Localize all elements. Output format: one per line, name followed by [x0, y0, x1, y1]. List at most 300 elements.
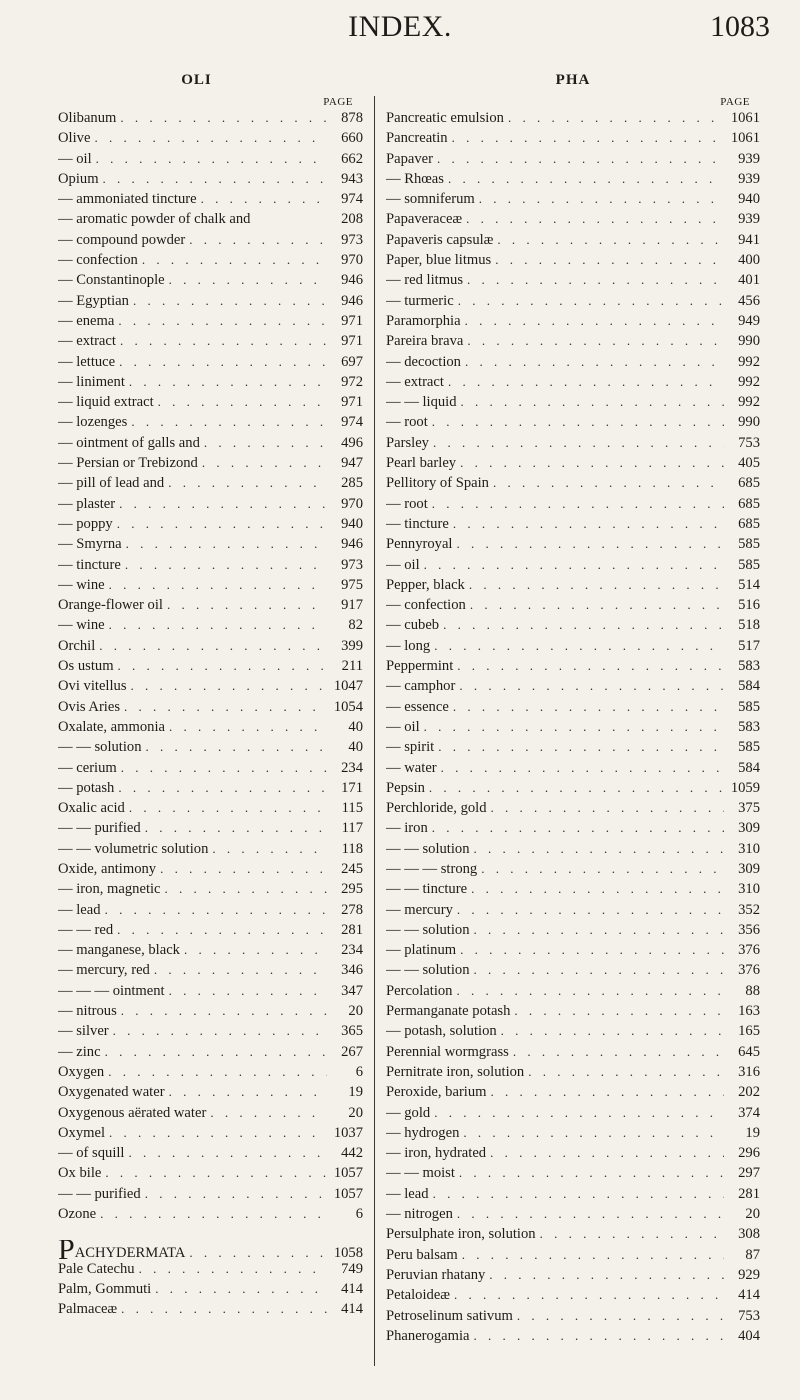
entry-term: — spirit — [386, 739, 435, 756]
dot-leader — [200, 435, 327, 451]
dot-leader — [113, 922, 327, 938]
entry-term: — water — [386, 759, 437, 776]
entry-page: 401 — [738, 272, 760, 289]
right-entry-list — [386, 110, 760, 1348]
index-entry — [386, 1064, 760, 1084]
entry-page: 278 — [341, 901, 363, 918]
entry-page: 975 — [341, 576, 363, 593]
index-entry — [386, 1186, 760, 1206]
entry-page: 309 — [738, 820, 760, 837]
right-page-label: PAGE — [720, 96, 750, 108]
index-entry — [58, 293, 363, 313]
dot-leader — [452, 983, 724, 999]
dot-leader — [458, 1247, 724, 1263]
entry-page: 171 — [341, 779, 363, 796]
entry-term: — iron — [386, 820, 428, 837]
index-entry — [58, 1023, 363, 1043]
entry-page: 404 — [738, 1327, 760, 1344]
index-entry — [58, 394, 363, 414]
index-entry — [386, 1226, 760, 1246]
index-entry — [386, 557, 760, 577]
index-entry — [58, 617, 363, 637]
index-entry — [58, 475, 363, 495]
index-entry — [58, 414, 363, 434]
entry-term: — manganese, black — [58, 942, 180, 959]
dot-leader — [463, 272, 724, 288]
entry-page: 971 — [341, 312, 363, 329]
entry-term: — confection — [58, 252, 138, 269]
dot-leader — [453, 658, 724, 674]
entry-page: 753 — [738, 434, 760, 451]
entry-page: 1054 — [333, 698, 363, 715]
entry-page: 973 — [341, 231, 363, 248]
index-entry — [58, 1105, 363, 1125]
entry-page: 40 — [348, 718, 363, 735]
index-entry — [58, 211, 363, 231]
index-entry — [58, 922, 363, 942]
entry-page: 20 — [348, 1104, 363, 1121]
index-entry — [386, 780, 760, 800]
index-entry — [386, 597, 760, 617]
entry-term — [58, 1240, 185, 1260]
entry-page: 20 — [348, 1003, 363, 1020]
index-entry — [386, 211, 760, 231]
index-entry — [58, 252, 363, 272]
entry-page: 516 — [738, 597, 760, 614]
dot-leader — [428, 414, 724, 430]
index-entry — [58, 191, 363, 211]
entry-page: 267 — [341, 1043, 363, 1060]
dot-leader — [444, 374, 724, 390]
dot-leader — [129, 293, 327, 309]
index-entry — [58, 841, 363, 861]
entry-page: 6 — [355, 1063, 363, 1080]
index-entry — [386, 861, 760, 881]
index-entry — [386, 536, 760, 556]
index-entry — [386, 638, 760, 658]
entry-page: 1037 — [333, 1124, 363, 1141]
index-entry — [58, 800, 363, 820]
entry-term: Oxygenated water — [58, 1084, 165, 1101]
entry-page: 234 — [341, 759, 363, 776]
right-column-heading: PHA — [555, 72, 591, 88]
dot-leader — [124, 1145, 327, 1161]
entry-page: 309 — [738, 860, 760, 877]
entry-page: 1058 — [333, 1245, 363, 1261]
entry-term: — root — [386, 414, 428, 431]
index-entry — [386, 354, 760, 374]
entry-page: 295 — [341, 881, 363, 898]
index-entry — [386, 313, 760, 333]
entry-term: Pennyroyal — [386, 536, 453, 553]
index-entry — [58, 861, 363, 881]
index-entry — [58, 313, 363, 333]
entry-page: 992 — [738, 394, 760, 411]
dot-leader — [477, 861, 724, 877]
entry-term: Pancreatin — [386, 130, 448, 147]
entry-page: 6 — [355, 1206, 363, 1223]
entry-term: Parsley — [386, 434, 429, 451]
entry-page: 584 — [738, 759, 760, 776]
index-entry — [386, 1023, 760, 1043]
left-page-label: PAGE — [323, 96, 353, 108]
index-entry — [386, 1145, 760, 1165]
dot-leader — [208, 841, 327, 857]
index-entry — [58, 820, 363, 840]
dot-leader — [101, 1165, 327, 1181]
dot-leader — [470, 922, 724, 938]
dot-leader — [463, 333, 724, 349]
index-entry — [386, 902, 760, 922]
index-entry — [58, 516, 363, 536]
entry-page: 990 — [738, 414, 760, 431]
entry-term: — liniment — [58, 373, 125, 390]
index-entry — [386, 699, 760, 719]
entry-term: — — liquid — [386, 394, 457, 411]
entry-term: — lead — [58, 901, 101, 918]
entry-page: 376 — [738, 942, 760, 959]
entry-page: 1047 — [333, 678, 363, 695]
entry-term: Phanerogamia — [386, 1327, 470, 1344]
entry-term: — — solution — [386, 840, 470, 857]
dot-leader — [497, 1023, 724, 1039]
entry-term: — hydrogen — [386, 1124, 460, 1141]
entry-page: 992 — [738, 373, 760, 390]
dot-leader — [434, 739, 724, 755]
entry-page: 939 — [738, 211, 760, 228]
dot-leader — [115, 354, 327, 370]
entry-page: 376 — [738, 962, 760, 979]
entry-page: 971 — [341, 394, 363, 411]
index-entry — [386, 455, 760, 475]
entry-page: 583 — [738, 658, 760, 675]
dot-leader — [125, 800, 327, 816]
dot-leader — [115, 496, 327, 512]
index-entry — [58, 1145, 363, 1165]
entry-page: 496 — [341, 434, 363, 451]
dot-leader — [449, 516, 724, 532]
entry-page: 456 — [738, 292, 760, 309]
entry-term: — iron, hydrated — [386, 1145, 487, 1162]
entry-term: Ox bile — [58, 1165, 102, 1182]
entry-term: — — red — [58, 921, 114, 938]
index-entry — [386, 374, 760, 394]
dot-leader — [455, 1165, 724, 1181]
index-entry — [386, 232, 760, 252]
index-entry — [386, 151, 760, 171]
entry-page: 973 — [341, 556, 363, 573]
entry-page: 946 — [341, 292, 363, 309]
index-entry — [386, 272, 760, 292]
entry-page: 310 — [738, 840, 760, 857]
entry-page: 949 — [738, 312, 760, 329]
dot-leader — [120, 699, 327, 715]
index-entry — [58, 1301, 363, 1321]
entry-term: — decoction — [386, 353, 461, 370]
entry-page: 20 — [745, 1206, 760, 1223]
dot-leader — [448, 130, 724, 146]
entry-term: Oxymel — [58, 1124, 106, 1141]
dot-leader — [101, 902, 327, 918]
entry-term: — Egyptian — [58, 292, 129, 309]
index-entry — [58, 1044, 363, 1064]
dot-leader — [536, 1226, 724, 1242]
entry-page: 662 — [341, 150, 363, 167]
dot-leader — [428, 820, 724, 836]
entry-term: — poppy — [58, 515, 113, 532]
entry-term: Palm, Gommuti — [58, 1280, 152, 1297]
dot-leader — [180, 942, 327, 958]
index-entry — [58, 1165, 363, 1185]
index-entry — [58, 760, 363, 780]
dot-leader — [461, 354, 724, 370]
dot-leader — [116, 110, 327, 126]
dot-leader — [105, 1125, 327, 1141]
index-entry — [58, 1186, 363, 1206]
index-entry — [58, 962, 363, 982]
entry-term: — — volumetric solution — [58, 840, 209, 857]
entry-term: Ovis Aries — [58, 698, 121, 715]
entry-term: — cubeb — [386, 617, 440, 634]
index-entry — [386, 293, 760, 313]
index-entry — [386, 414, 760, 434]
dot-leader — [429, 1186, 724, 1202]
dot-leader — [465, 577, 724, 593]
running-title: INDEX. — [348, 10, 452, 43]
entry-page: 1061 — [730, 130, 760, 147]
entry-term: Papaveraceæ — [386, 211, 463, 228]
dot-leader — [95, 638, 327, 654]
entry-term: — liquid extract — [58, 394, 154, 411]
index-entry — [386, 739, 760, 759]
index-entry — [386, 942, 760, 962]
dot-leader — [121, 557, 327, 573]
entry-term: — — — strong — [386, 860, 478, 877]
entry-term: Oxalate, ammonia — [58, 718, 165, 735]
dot-leader — [114, 780, 327, 796]
entry-page: 211 — [341, 658, 363, 675]
index-entry — [386, 516, 760, 536]
index-entry — [386, 252, 760, 272]
entry-page: 940 — [738, 191, 760, 208]
entry-term: — turmeric — [386, 292, 454, 309]
index-entry — [58, 333, 363, 353]
dot-leader — [114, 658, 327, 674]
entry-page: 202 — [738, 1084, 760, 1101]
entry-page: 584 — [738, 678, 760, 695]
entry-term: Peppermint — [386, 658, 454, 675]
index-entry — [386, 191, 760, 211]
entry-term: Olive — [58, 130, 91, 147]
dot-leader — [475, 191, 724, 207]
dot-leader — [117, 760, 327, 776]
column-divider — [374, 96, 375, 1366]
entry-page: 414 — [738, 1287, 760, 1304]
entry-term: — oil — [386, 556, 420, 573]
entry-term: — confection — [386, 597, 466, 614]
entry-term: — silver — [58, 1023, 109, 1040]
entry-term: Olibanum — [58, 110, 117, 126]
dot-leader — [461, 313, 724, 329]
entry-page: 400 — [738, 252, 760, 269]
dot-leader — [198, 455, 327, 471]
entry-page: 585 — [738, 556, 760, 573]
entry-page: 946 — [341, 272, 363, 289]
dot-leader — [452, 536, 724, 552]
entry-page: 749 — [341, 1260, 363, 1277]
entry-page: 585 — [738, 739, 760, 756]
index-entry — [386, 1165, 760, 1185]
entry-term: Pancreatic emulsion — [386, 110, 504, 126]
index-entry — [386, 719, 760, 739]
entry-page: 585 — [738, 536, 760, 553]
entry-term: — pill of lead and — [58, 475, 165, 492]
dot-leader — [165, 272, 327, 288]
dot-leader — [165, 983, 327, 999]
entry-term: — enema — [58, 312, 115, 329]
index-entry — [58, 455, 363, 475]
entry-page: 971 — [341, 333, 363, 350]
dot-leader — [457, 394, 724, 410]
entry-page: 346 — [341, 962, 363, 979]
entry-term: — Smyrna — [58, 536, 122, 553]
entry-term: — gold — [386, 1104, 431, 1121]
index-entry — [386, 678, 760, 698]
index-entry — [58, 1084, 363, 1104]
entry-page: 972 — [341, 373, 363, 390]
dot-leader — [150, 962, 327, 978]
entry-page: 399 — [341, 637, 363, 654]
entry-page: 941 — [738, 231, 760, 248]
index-entry — [386, 1105, 760, 1125]
index-entry — [58, 496, 363, 516]
index-entry — [386, 820, 760, 840]
dot-leader — [105, 617, 327, 633]
index-entry — [58, 719, 363, 739]
entry-term: — ammoniated tincture — [58, 191, 197, 208]
entry-term: — lettuce — [58, 353, 116, 370]
entry-term: Peruvian rhatany — [386, 1266, 486, 1283]
entry-term: Petroselinum sativum — [386, 1307, 513, 1324]
entry-page: 939 — [738, 170, 760, 187]
dot-leader — [141, 820, 327, 836]
dot-leader — [99, 171, 327, 187]
dot-leader — [127, 678, 327, 694]
index-entry — [58, 1125, 363, 1145]
entry-page: 115 — [341, 800, 363, 817]
entry-term: — lozenges — [58, 414, 128, 431]
dot-leader — [127, 414, 327, 430]
index-entry — [58, 1281, 363, 1301]
dot-leader — [142, 739, 327, 755]
dot-leader — [113, 516, 327, 532]
entry-term: — — purified — [58, 1185, 141, 1202]
right-column — [386, 72, 760, 1348]
entry-term: — nitrous — [58, 1003, 117, 1020]
entry-term: — nitrogen — [386, 1206, 453, 1223]
index-entry — [386, 800, 760, 820]
entry-page: 118 — [341, 840, 363, 857]
entry-term: — plaster — [58, 495, 116, 512]
section-gap — [58, 1226, 363, 1240]
section-initial: P — [58, 1240, 75, 1261]
entry-page: 374 — [738, 1104, 760, 1121]
entry-term: — long — [386, 637, 431, 654]
entry-term: Persulphate iron, solution — [386, 1226, 536, 1243]
entry-page: 514 — [738, 576, 760, 593]
index-entry — [58, 354, 363, 374]
dot-leader — [456, 455, 724, 471]
entry-page: 970 — [341, 495, 363, 512]
entry-term: Pale Catechu — [58, 1260, 135, 1277]
index-entry — [386, 658, 760, 678]
dot-leader — [430, 1105, 724, 1121]
entry-term: — — moist — [386, 1165, 455, 1182]
entry-term: Pernitrate iron, solution — [386, 1063, 525, 1080]
entry-term: Papaveris capsulæ — [386, 231, 494, 248]
entry-term: — cerium — [58, 759, 117, 776]
entry-page: 518 — [738, 617, 760, 634]
dot-leader — [125, 374, 327, 390]
entry-page: 940 — [341, 515, 363, 532]
dot-leader — [524, 1064, 724, 1080]
dot-leader — [487, 800, 724, 816]
entry-page: 939 — [738, 150, 760, 167]
entry-term: Os ustum — [58, 658, 114, 675]
entry-term: — aromatic powder of chalk and — [58, 211, 251, 228]
entry-page: 297 — [738, 1165, 760, 1182]
index-entry — [58, 557, 363, 577]
entry-term: — oil — [58, 150, 92, 167]
entry-page: 947 — [341, 455, 363, 472]
index-entry — [58, 699, 363, 719]
dot-leader — [429, 435, 724, 451]
dot-leader — [163, 597, 327, 613]
left-column — [58, 72, 363, 1322]
dot-leader — [420, 557, 724, 573]
entry-page: 685 — [738, 495, 760, 512]
entry-term: Papaver — [386, 150, 434, 167]
dot-leader — [96, 1206, 327, 1222]
entry-page: 685 — [738, 475, 760, 492]
entry-term: Percolation — [386, 982, 453, 999]
dot-leader — [455, 678, 724, 694]
index-entry — [386, 435, 760, 455]
index-entry — [386, 760, 760, 780]
entry-page: 19 — [745, 1124, 760, 1141]
entry-term: — — purified — [58, 820, 141, 837]
dot-leader — [105, 577, 327, 593]
entry-page: 974 — [341, 191, 363, 208]
index-entry — [58, 1261, 363, 1281]
dot-leader — [185, 232, 327, 248]
entry-page: 517 — [738, 637, 760, 654]
entry-page: 82 — [348, 617, 363, 634]
page-number: 1083 — [710, 10, 770, 43]
entry-term: Ozone — [58, 1206, 97, 1223]
dot-leader — [135, 1261, 327, 1277]
index-entry — [386, 496, 760, 516]
entry-term: — — solution — [58, 739, 142, 756]
entry-term: — camphor — [386, 678, 456, 695]
entry-term-text: ACHYDERMATA — [74, 1245, 186, 1261]
entry-term: — mercury — [386, 901, 453, 918]
entry-term: — potash, solution — [386, 1023, 497, 1040]
index-entry — [386, 841, 760, 861]
entry-page: 660 — [341, 130, 363, 147]
entry-term: Perchloride, gold — [386, 800, 487, 817]
entry-term: Permanganate potash — [386, 1003, 511, 1020]
